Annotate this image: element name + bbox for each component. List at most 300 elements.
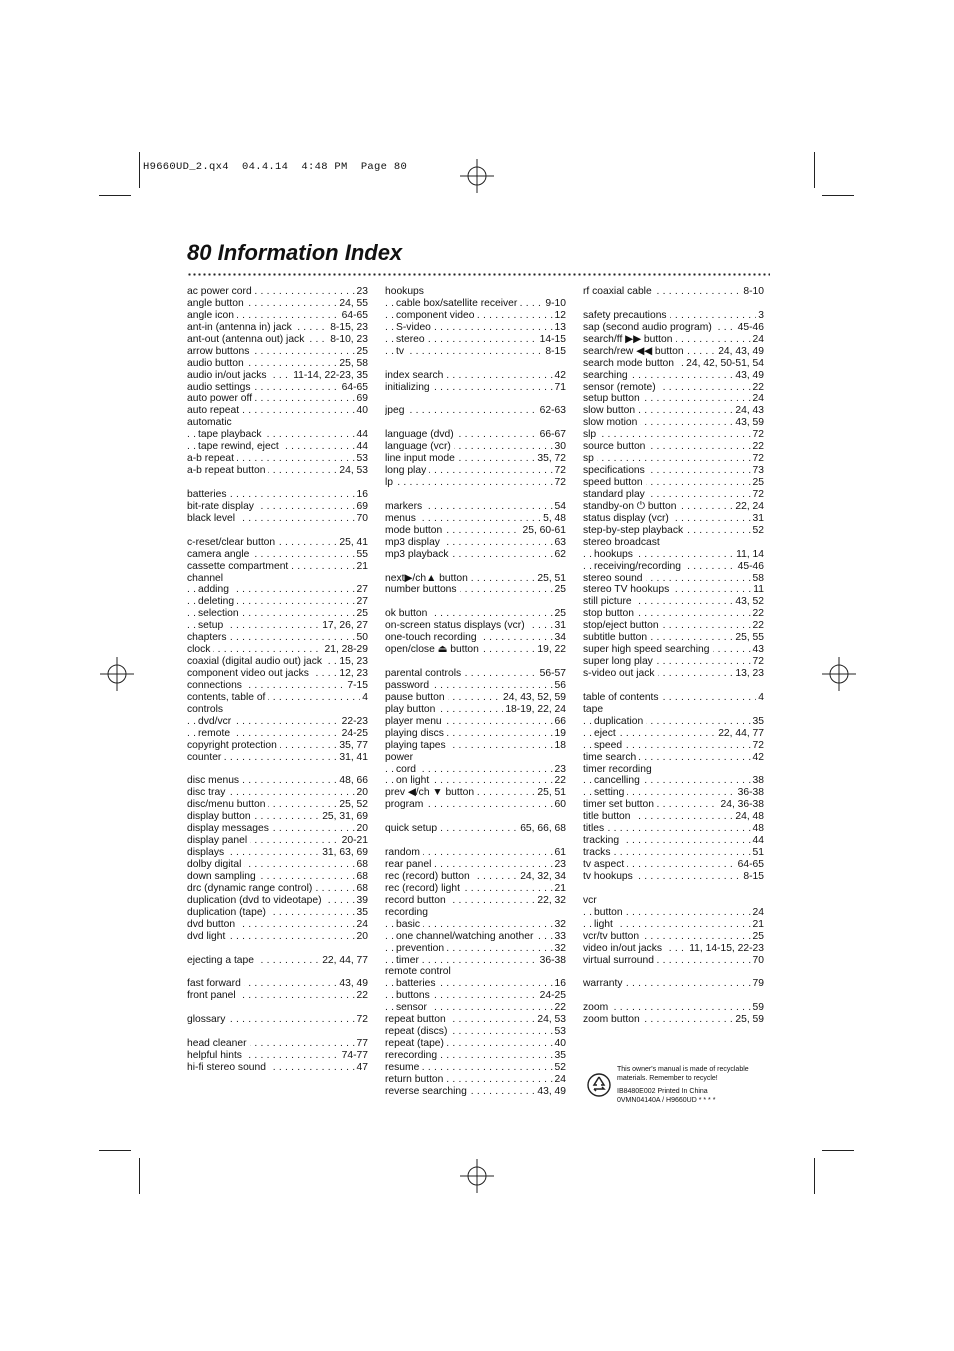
- index-entry: [583, 370, 764, 382]
- index-entry: [385, 1050, 566, 1062]
- index-pages: 22: [752, 381, 764, 393]
- index-entry: [385, 382, 566, 394]
- index-term: fast forward: [187, 978, 244, 989]
- index-term: dvd button: [187, 919, 238, 930]
- index-spacer: [385, 811, 566, 823]
- index-term: adding: [198, 584, 232, 595]
- print-code: IB8480E002 Printed In China: [617, 1088, 708, 1096]
- index-term: duplication (dvd to videotape): [187, 895, 325, 906]
- index-subentry: [385, 310, 566, 322]
- index-term: angle icon: [187, 310, 237, 321]
- index-term: lp: [385, 477, 396, 488]
- index-term: dvd/vcr: [198, 716, 234, 727]
- index-term: receiving/recording: [594, 561, 684, 572]
- index-spacer: [583, 680, 764, 692]
- index-term: playing tapes: [385, 740, 449, 751]
- index-term: coaxial (digital audio out) jack: [187, 656, 325, 667]
- index-pages: 70: [752, 954, 764, 966]
- index-spacer: [385, 417, 566, 429]
- index-term: camera angle: [187, 549, 252, 560]
- index-term: chapters: [187, 632, 230, 643]
- index-subentry: [187, 728, 368, 740]
- recycle-note-line: materials. Remember to recycle!: [617, 1074, 718, 1082]
- index-pages: 38: [752, 775, 764, 787]
- index-pages: 73: [752, 465, 764, 477]
- index-term: glossary: [187, 1014, 228, 1025]
- index-pages: 23: [554, 763, 566, 775]
- crop-mark: [139, 152, 140, 188]
- index-entry: [583, 704, 764, 716]
- index-term: virtual surround: [583, 955, 657, 966]
- index-pages: 19: [554, 727, 566, 739]
- index-pages: 20: [356, 930, 368, 942]
- index-entry: [187, 955, 368, 967]
- index-entry: [583, 931, 764, 943]
- index-term: slow button: [583, 405, 638, 416]
- index-spacer: [187, 477, 368, 489]
- index-entry: [187, 1062, 368, 1074]
- index-term: on-screen status displays (vcr): [385, 620, 528, 631]
- crop-mark: [139, 1158, 140, 1194]
- index-term: still picture: [583, 596, 635, 607]
- index-pages: 15, 23: [339, 656, 368, 668]
- index-entry: [187, 322, 368, 334]
- index-term: resume: [385, 1062, 422, 1073]
- index-term: vcr: [583, 895, 600, 906]
- index-term: cassette compartment: [187, 561, 291, 572]
- index-pages: 70: [356, 512, 368, 524]
- index-entry: [187, 513, 368, 525]
- index-entry: [187, 871, 368, 883]
- index-subentry: [187, 608, 368, 620]
- index-entry: [385, 453, 566, 465]
- index-entry: [583, 668, 764, 680]
- index-pages: 24, 32, 34: [520, 870, 566, 882]
- index-pages: 56-57: [539, 668, 566, 679]
- index-entry: [583, 752, 764, 764]
- index-pages: 24, 53: [339, 465, 368, 477]
- index-term: mode button: [385, 525, 445, 536]
- index-entry: [385, 644, 566, 656]
- index-term: sensor: [396, 1002, 430, 1013]
- index-pages: 25, 55: [735, 632, 764, 644]
- index-term: play button: [385, 704, 438, 715]
- index-entry: [583, 537, 764, 549]
- crop-mark: [822, 195, 854, 196]
- index-pages: 64-65: [737, 859, 764, 870]
- index-pages: 4: [362, 691, 368, 703]
- index-pages: 25: [356, 345, 368, 357]
- index-entry: [385, 1086, 566, 1098]
- index-term: basic: [396, 919, 423, 930]
- index-pages: 25, 41: [339, 536, 368, 548]
- index-pages: 72: [752, 488, 764, 500]
- index-entry: [583, 895, 764, 907]
- index-subentry: [583, 716, 764, 728]
- index-term: repeat (tape): [385, 1038, 447, 1049]
- index-entry: [187, 740, 368, 752]
- index-pages: 69: [356, 393, 368, 405]
- index-subentry: [385, 1002, 566, 1014]
- index-pages: 24: [752, 393, 764, 405]
- index-entry: [583, 1002, 764, 1014]
- index-entry: [583, 465, 764, 477]
- index-pages: 16: [356, 488, 368, 500]
- recycle-note: [617, 1066, 749, 1105]
- index-entry: [187, 382, 368, 394]
- index-entry: [187, 334, 368, 346]
- index-term: search mode button: [583, 358, 677, 369]
- dotted-rule: [187, 273, 770, 276]
- index-pages: 69: [356, 500, 368, 512]
- index-pages: 25: [752, 477, 764, 488]
- index-pages: 68: [356, 859, 368, 870]
- index-term: rec (record) button: [385, 871, 473, 882]
- index-subentry: [385, 322, 566, 334]
- index-term: repeat (discs): [385, 1026, 450, 1037]
- index-term: cable box/satellite receiver: [396, 298, 520, 309]
- index-entry: [187, 632, 368, 644]
- index-term: tv hookups: [583, 871, 636, 882]
- index-term: s-video out jack: [583, 668, 658, 679]
- index-entry: [583, 358, 764, 370]
- index-entry: [583, 429, 764, 441]
- index-term: one channel/watching another: [396, 931, 536, 942]
- index-spacer: [187, 1002, 368, 1014]
- index-entry: [385, 1074, 566, 1086]
- index-subentry: [187, 716, 368, 728]
- index-entry: [385, 859, 566, 871]
- index-pages: 64-65: [341, 309, 368, 321]
- index-entry: [385, 584, 566, 596]
- index-pages: 43, 49: [537, 1085, 566, 1097]
- index-term: rerecording: [385, 1050, 440, 1061]
- index-entry: [385, 525, 566, 537]
- index-pages: 21: [356, 560, 368, 572]
- index-term: playing discs: [385, 728, 447, 739]
- index-subentry: [385, 334, 566, 346]
- index-term: head cleaner: [187, 1038, 250, 1049]
- index-spacer: [583, 990, 764, 1002]
- index-pages: 40: [356, 405, 368, 417]
- index-term: rear panel: [385, 859, 434, 870]
- index-entry: [583, 501, 764, 513]
- index-pages: 72: [752, 453, 764, 465]
- index-pages: 68: [356, 870, 368, 882]
- index-term: number buttons: [385, 584, 460, 595]
- index-pages: 18-19, 22, 24: [505, 703, 566, 715]
- index-entry: [187, 775, 368, 787]
- index-term: sap (second audio program): [583, 322, 715, 333]
- index-pages: 33: [554, 930, 566, 942]
- index-subentry: [583, 907, 764, 919]
- index-entry: [187, 990, 368, 1002]
- index-term: quick setup: [385, 823, 440, 834]
- index-entry: [583, 644, 764, 656]
- index-term: stereo sound: [583, 573, 646, 584]
- index-term: ok button: [385, 608, 430, 619]
- index-pages: 43, 49: [735, 369, 764, 381]
- index-pages: 23: [554, 859, 566, 870]
- index-term: component video out jacks: [187, 668, 312, 679]
- index-subentry: [583, 775, 764, 787]
- index-term: zoom button: [583, 1014, 643, 1025]
- index-entry: [187, 501, 368, 513]
- index-pages: 48, 66: [339, 775, 368, 787]
- index-term: rf coaxial cable: [583, 286, 655, 297]
- index-pages: 66-67: [539, 429, 566, 441]
- index-entry: [385, 668, 566, 680]
- index-entry: [583, 417, 764, 429]
- index-pages: 36-38: [539, 954, 566, 966]
- index-pages: 60: [554, 799, 566, 811]
- index-entry: [385, 1062, 566, 1074]
- index-term: helpful hints: [187, 1050, 245, 1061]
- index-term: display button: [187, 811, 254, 822]
- index-term: stop button: [583, 608, 637, 619]
- index-subentry: [583, 549, 764, 561]
- index-term: disc menus: [187, 775, 242, 786]
- index-entry: [187, 1014, 368, 1026]
- index-term: ant-in (antenna in) jack: [187, 322, 295, 333]
- index-entry: [385, 501, 566, 513]
- index-term: markers: [385, 501, 425, 512]
- index-term: light: [594, 919, 616, 930]
- index-term: displays: [187, 847, 227, 858]
- index-term: dvd light: [187, 931, 228, 942]
- index-term: tv: [396, 346, 407, 357]
- index-term: front panel: [187, 990, 239, 1001]
- index-pages: 3: [758, 309, 764, 321]
- index-spacer: [187, 943, 368, 955]
- index-term: speed: [594, 740, 625, 751]
- index-term: clock: [187, 644, 213, 655]
- index-pages: 32: [554, 942, 566, 954]
- index-entry: [385, 716, 566, 728]
- index-entry: [187, 310, 368, 322]
- index-pages: 25, 52: [339, 799, 368, 811]
- index-pages: 22, 44, 77: [718, 727, 764, 739]
- index-pages: 51: [752, 847, 764, 859]
- index-pages: 32: [554, 918, 566, 930]
- index-pages: 13: [554, 321, 566, 333]
- index-pages: 25, 58: [339, 357, 368, 369]
- index-term: on light: [396, 775, 432, 786]
- index-term: component video: [396, 310, 477, 321]
- index-term: cancelling: [594, 775, 643, 786]
- index-entry: [187, 931, 368, 943]
- index-pages: 42: [554, 369, 566, 381]
- index-term: random: [385, 847, 423, 858]
- index-column-3: [583, 286, 764, 1026]
- index-term: vcr/tv button: [583, 931, 642, 942]
- index-pages: 43, 49: [339, 978, 368, 990]
- index-pages: 12: [554, 309, 566, 321]
- crop-mark: [814, 1158, 815, 1194]
- index-term: duplication: [594, 716, 646, 727]
- index-term: player menu: [385, 716, 445, 727]
- index-term: counter: [187, 752, 224, 763]
- registration-mark-icon: [100, 657, 134, 691]
- index-pages: 22: [752, 441, 764, 453]
- index-spacer: [385, 561, 566, 573]
- index-term: auto repeat: [187, 405, 242, 416]
- index-entry: [187, 405, 368, 417]
- index-term: mp3 playback: [385, 549, 452, 560]
- index-entry: [583, 859, 764, 871]
- page-number: 80: [187, 240, 212, 265]
- index-entry: [583, 978, 764, 990]
- index-pages: 64-65: [341, 381, 368, 393]
- index-pages: 72: [554, 465, 566, 477]
- index-entry: [385, 787, 566, 799]
- index-term: zoom: [583, 1002, 611, 1013]
- index-term: sensor (remote): [583, 382, 659, 393]
- index-pages: 24, 42, 50-51, 54: [686, 357, 764, 369]
- index-entry: [385, 465, 566, 477]
- index-spacer: [385, 393, 566, 405]
- index-entry: [385, 441, 566, 453]
- index-pages: 53: [356, 453, 368, 465]
- index-term: reverse searching: [385, 1086, 470, 1097]
- index-pages: 72: [752, 739, 764, 751]
- index-column-1: [187, 286, 368, 1074]
- index-pages: 43, 59: [735, 417, 764, 429]
- index-entry: [385, 704, 566, 716]
- index-spacer: [583, 966, 764, 978]
- index-subentry: [385, 955, 566, 967]
- index-entry: [187, 358, 368, 370]
- index-term: sp: [583, 453, 597, 464]
- index-term: pause button: [385, 692, 448, 703]
- index-entry: [385, 847, 566, 859]
- index-pages: 53: [554, 1026, 566, 1038]
- index-subentry: [583, 728, 764, 740]
- index-term: channel: [187, 573, 226, 584]
- index-pages: 24, 36-38: [720, 799, 764, 811]
- index-pages: 40: [554, 1038, 566, 1050]
- index-entry: [583, 955, 764, 967]
- index-pages: 17, 26, 27: [322, 620, 368, 632]
- index-entry: [583, 382, 764, 394]
- index-pages: 21, 28-29: [324, 644, 368, 656]
- index-entry: [187, 489, 368, 501]
- index-entry: [583, 632, 764, 644]
- index-pages: 72: [554, 477, 566, 488]
- index-entry: [187, 465, 368, 477]
- index-pages: 25: [752, 930, 764, 942]
- index-pages: 20: [356, 823, 368, 835]
- index-term: language (dvd): [385, 429, 457, 440]
- index-entry: [385, 966, 566, 978]
- index-entry: [583, 346, 764, 358]
- index-term: tracks: [583, 847, 613, 858]
- index-entry: [385, 680, 566, 692]
- index-entry: [187, 811, 368, 823]
- index-term: line input mode: [385, 453, 458, 464]
- index-pages: 24, 43: [735, 405, 764, 417]
- index-pages: 68: [356, 882, 368, 894]
- index-subentry: [385, 943, 566, 955]
- recycle-note-line: This owner's manual is made of recyclable: [617, 1066, 749, 1073]
- index-pages: 30: [554, 441, 566, 453]
- index-pages: 13, 23: [735, 668, 764, 679]
- index-term: slp: [583, 429, 599, 440]
- index-term: controls: [187, 704, 226, 715]
- index-subentry: [385, 764, 566, 776]
- index-term: batteries: [187, 489, 230, 500]
- index-entry: [583, 513, 764, 525]
- index-pages: 56: [554, 679, 566, 691]
- index-term: auto power off: [187, 393, 255, 404]
- index-pages: 22: [752, 608, 764, 620]
- index-entry: [583, 943, 764, 955]
- index-pages: 31, 41: [339, 751, 368, 763]
- index-pages: 7-15: [347, 679, 368, 691]
- index-pages: 79: [752, 978, 764, 990]
- index-subentry: [385, 346, 566, 358]
- index-entry: [583, 835, 764, 847]
- index-pages: 11: [753, 584, 764, 596]
- index-pages: 36-38: [737, 787, 764, 799]
- index-term: video in/out jacks: [583, 943, 665, 954]
- index-pages: 35, 72: [537, 453, 566, 465]
- index-term: search/rew ◀◀ button: [583, 346, 687, 357]
- index-entry: [583, 286, 764, 298]
- index-entry: [583, 405, 764, 417]
- index-pages: 25, 60-61: [522, 524, 566, 536]
- index-pages: 42: [752, 751, 764, 763]
- index-term: arrow buttons: [187, 346, 252, 357]
- index-term: status display (vcr): [583, 513, 672, 524]
- index-pages: 44: [752, 835, 764, 847]
- index-spacer: [385, 596, 566, 608]
- index-term: jpeg: [385, 405, 407, 416]
- index-entry: [583, 823, 764, 835]
- index-pages: 22, 44, 77: [322, 954, 368, 966]
- index-term: source button: [583, 441, 648, 452]
- index-pages: 16: [554, 978, 566, 990]
- index-pages: 22: [752, 620, 764, 632]
- index-spacer: [385, 358, 566, 370]
- index-pages: 48: [752, 823, 764, 835]
- index-entry: [187, 393, 368, 405]
- index-entry: [385, 1014, 566, 1026]
- index-pages: 27: [356, 596, 368, 608]
- index-pages: 11, 14-15, 22-23: [689, 942, 764, 954]
- index-term: tracking: [583, 835, 622, 846]
- index-term: stereo broadcast: [583, 537, 663, 548]
- index-term: stop/eject button: [583, 620, 662, 631]
- index-pages: 20-21: [341, 835, 368, 847]
- index-pages: 14-15: [539, 333, 566, 345]
- index-pages: 25, 59: [735, 1014, 764, 1026]
- index-term: tv aspect: [583, 859, 627, 870]
- index-pages: 47: [356, 1061, 368, 1073]
- index-pages: 62: [554, 548, 566, 560]
- index-entry: [187, 835, 368, 847]
- index-term: searching: [583, 370, 631, 381]
- index-term: buttons: [396, 990, 433, 1001]
- index-term: remote: [198, 728, 233, 739]
- page-heading: Information Index: [217, 240, 403, 265]
- index-term: standard play: [583, 489, 648, 500]
- index-entry: [583, 847, 764, 859]
- index-pages: 35, 77: [339, 739, 368, 751]
- recycle-icon: [587, 1072, 611, 1098]
- index-entry: [385, 1038, 566, 1050]
- index-spacer: [385, 489, 566, 501]
